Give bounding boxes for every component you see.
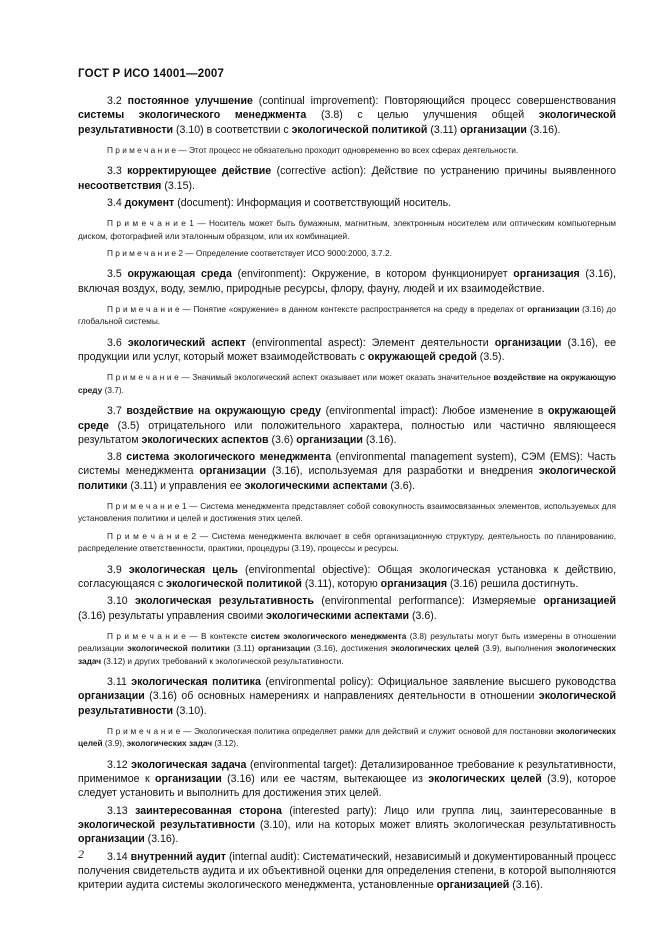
text-run: (3.9),: [102, 738, 127, 749]
text-run: (3.11), которую: [301, 577, 381, 590]
term-paragraph: [78, 196, 616, 210]
text-run: (3.16) до глобальной системы.: [78, 304, 616, 327]
text-run: П р и м е ч а н и е 2 — Определение соответствует ИСО 9000:2000, 3.7.2.: [107, 248, 392, 258]
bold-term: систем экологического менеджмента: [250, 630, 407, 641]
text-run: (3.9), которое следует установить и выполнить для достижения этих целей.: [78, 773, 617, 800]
text-run: (3.6): [268, 433, 297, 446]
bold-term: организация: [513, 268, 580, 281]
note-paragraph: [78, 144, 616, 156]
bold-term: экологическими аспектами: [266, 609, 410, 622]
bold-term: экологической политики: [78, 465, 617, 492]
text-run: (3.7).: [102, 384, 124, 395]
note-paragraph: [78, 725, 616, 750]
text-run: (environment): Окружение, в котором функционирует: [231, 268, 514, 281]
bold-term: экологических целей: [390, 643, 479, 654]
text-run: 3.4: [107, 196, 125, 209]
bold-term: организации: [460, 123, 527, 136]
bold-term: экологическая задача: [131, 758, 247, 771]
bold-term: экологических аспектов: [141, 433, 269, 446]
bold-term: экологических задач: [78, 643, 616, 666]
term-paragraph: [78, 164, 616, 193]
bold-term: организация: [380, 577, 448, 590]
text-run: (3.16).: [526, 123, 561, 136]
text-run: (3.16) об основных намерениях и направлениях деятельности в отношении: [144, 690, 539, 703]
text-run: (3.12) и других требований к экологической результативности.: [101, 655, 344, 666]
text-run: (3.16) результаты управления своими: [78, 609, 267, 622]
note-paragraph: [78, 500, 616, 525]
bold-term: несоответствия: [78, 179, 162, 192]
bold-term: экологической результативности: [78, 109, 616, 136]
term-paragraph: [78, 450, 616, 493]
term-paragraph: [78, 336, 616, 365]
bold-term: системы экологического менеджмента: [78, 109, 307, 122]
text-run: (3.5) отрицательного или положительного характера, полностью или частично являющееся результатом: [78, 419, 616, 446]
text-run: (3.16) решила достигнуть.: [447, 577, 579, 590]
bold-term: экологической политикой: [291, 123, 428, 136]
document-header: ГОСТ Р ИСО 14001—2007: [78, 68, 225, 80]
term-paragraph: [78, 850, 616, 893]
text-run: (3.10).: [173, 704, 207, 717]
bold-term: организации: [199, 465, 267, 478]
bold-term: окружающей среде: [78, 405, 616, 432]
term-paragraph: [78, 267, 616, 296]
bold-term: окружающей средой: [367, 351, 477, 364]
text-run: (3.16) или ее частям, вытекающее из: [221, 773, 429, 786]
term-paragraph: [78, 758, 616, 801]
text-run: (document): Информация и соответствующий носитель.: [174, 196, 452, 209]
text-run: П р и м е ч а н и е 2 — Система менеджмента включает в себя организационную структуру, деятельность по планированию, распределение ответственности, практики, процедуры (3.19), процессы и ресурсы.: [78, 530, 616, 554]
bold-term: система экологического менеджмента: [126, 451, 332, 464]
text-run: 3.10: [107, 595, 136, 608]
text-run: (3.9), выполнения: [478, 643, 556, 654]
text-run: (3.10) в соответствии с: [173, 123, 292, 136]
bold-term: организации: [78, 690, 145, 703]
text-run: 3.13: [107, 804, 136, 817]
text-run: (3.12).: [212, 738, 239, 749]
note-paragraph: [78, 630, 616, 667]
bold-term: организацией: [543, 595, 617, 608]
text-run: (environmental target): Детализированное требование к результативности, применимое к: [78, 758, 617, 786]
bold-term: экологический аспект: [127, 336, 246, 349]
page-number: 2: [78, 847, 84, 861]
bold-term: экологическая политика: [131, 676, 261, 689]
bold-term: воздействие на окружающую среду: [126, 405, 322, 418]
bold-term: организации: [78, 833, 145, 846]
text-run: П р и м е ч а н и е 1 — Носитель может быть бумажным, магнитным, электронным носителем или оптическим компьютерным диском, фотографией или эталонным образцом, или их комбинацией.: [78, 218, 616, 241]
text-run: (corrective action): Действие по устранению причины выявленного: [271, 165, 617, 178]
bold-term: экологических целей: [78, 725, 616, 749]
text-run: 3.7: [107, 405, 127, 418]
text-run: (interested party): Лицо или группа лиц, заинтересованные в: [281, 804, 616, 817]
text-run: П р и м е ч а н и е — Понятие «окружение» в данном контексте распространяется на среду в пределах от: [107, 304, 528, 314]
text-run: (environmental objective): Общая экологическая установка к действию, согласующаяся с: [78, 563, 617, 590]
term-paragraph: [78, 594, 616, 623]
text-run: 3.5: [107, 268, 128, 281]
bold-term: корректирующее действие: [127, 165, 272, 178]
bold-term: организации: [494, 336, 562, 349]
text-run: (3.8) результаты могут быть измерены в отношении реализации: [78, 630, 616, 654]
text-run: П р и м е ч а н и е — Значимый экологический аспект оказывает или может оказать значительное: [107, 372, 494, 383]
bold-term: организации: [258, 643, 311, 654]
text-run: (environmental management system), СЭМ (EMS): Часть системы менеджмента: [78, 451, 616, 478]
text-run: (3.16).: [362, 433, 397, 446]
text-run: (3.11) и управления ее: [127, 479, 245, 492]
text-run: (3.10), или на которых может влиять экологическая результативность: [255, 818, 617, 831]
text-run: (environmental policy): Официальное заявление высшего руководства: [260, 676, 616, 689]
term-paragraph: [78, 675, 616, 718]
bold-term: экологическая цель: [128, 563, 238, 576]
text-run: (3.16), включая воздух, воду, землю, природные ресурсы, флору, фауну, людей и их взаимодействие.: [78, 268, 617, 295]
term-paragraph: [78, 804, 616, 847]
text-run: 3.14: [107, 850, 131, 863]
text-run: (3.16).: [144, 833, 179, 846]
bold-term: организации: [527, 304, 580, 314]
text-run: П р и м е ч а н и е — В контексте: [107, 630, 251, 641]
term-paragraph: [78, 94, 616, 137]
text-run: (3.16), используемая для разработки и внедрения: [266, 465, 539, 478]
text-run: (3.11): [427, 123, 461, 136]
text-run: (3.16), достижения: [310, 643, 391, 654]
bold-term: организацией: [436, 879, 510, 892]
bold-term: экологической политикой: [166, 577, 302, 590]
text-run: (3.16), ее продукции или услуг, который может взаимодействовать с: [78, 336, 616, 364]
text-run: П р и м е ч а н и е — Экологическая политика определяет рамки для действий и служит основой для постановки: [107, 725, 556, 736]
bold-term: постоянное улучшение: [127, 95, 253, 107]
text-run: (3.6).: [387, 479, 416, 492]
text-run: (3.16).: [509, 879, 543, 892]
text-run: (3.6).: [409, 609, 437, 622]
term-paragraph: [78, 563, 616, 592]
bold-term: организации: [155, 773, 222, 786]
text-run: (environmental performance): Измеряемые: [313, 595, 544, 608]
bold-term: организации: [296, 433, 363, 446]
bold-term: окружающая среда: [127, 268, 232, 281]
text-run: (continual improvement): Повторяющийся процесс совершенствования: [252, 95, 617, 107]
note-paragraph: [78, 303, 616, 328]
note-paragraph: [78, 530, 616, 555]
text-run: 3.11: [107, 676, 132, 689]
text-run: 3.9: [107, 563, 129, 576]
bold-term: внутренний аудит: [130, 850, 226, 863]
note-paragraph: [78, 371, 616, 396]
term-paragraph: [78, 404, 616, 447]
document-body: [78, 94, 616, 895]
bold-term: экологической результативности: [78, 690, 616, 717]
bold-term: экологической результативности: [78, 818, 256, 831]
text-run: (3.8) с целью улучшения общей: [306, 109, 539, 122]
text-run: 3.12: [107, 758, 132, 771]
bold-term: экологических задач: [126, 738, 213, 749]
text-run: (3.15).: [161, 179, 195, 192]
text-run: 3.8: [107, 451, 127, 464]
bold-term: заинтересованная сторона: [135, 804, 282, 817]
bold-term: документ: [124, 196, 175, 209]
bold-term: экологическими аспектами: [244, 479, 388, 492]
bold-term: экологических целей: [428, 773, 542, 786]
text-run: (environmental impact): Любое изменение в: [321, 405, 548, 418]
text-run: 3.6: [107, 336, 128, 349]
note-paragraph: [78, 217, 616, 242]
bold-term: воздействие на окружающую среду: [78, 372, 616, 395]
text-run: 3.3: [107, 165, 128, 178]
text-run: (3.5).: [476, 351, 505, 364]
text-run: (3.11): [229, 643, 259, 654]
text-run: П р и м е ч а н и е 1 — Система менеджмента представляет собой совокупность взаимосвязанных элементов, используемых для установления политики и целей и достижения этих целей.: [78, 501, 616, 524]
text-run: П р и м е ч а н и е — Этот процесс не обязательно проходит одновременно во всех сферах деятельности.: [107, 144, 519, 155]
text-run: (environmental aspect): Элемент деятельности: [245, 336, 495, 349]
bold-term: экологическая результативность: [135, 595, 314, 608]
text-run: (internal audit): Систематический, независимый и документированный процесс получения свидетельств аудита и их объективной оценки для определения степени, в которой выполняются критерии аудита системы экологического менеджмента, установленные: [78, 850, 616, 892]
text-run: 3.2: [107, 95, 128, 107]
bold-term: экологической политики: [127, 643, 230, 654]
note-paragraph: [78, 247, 616, 259]
